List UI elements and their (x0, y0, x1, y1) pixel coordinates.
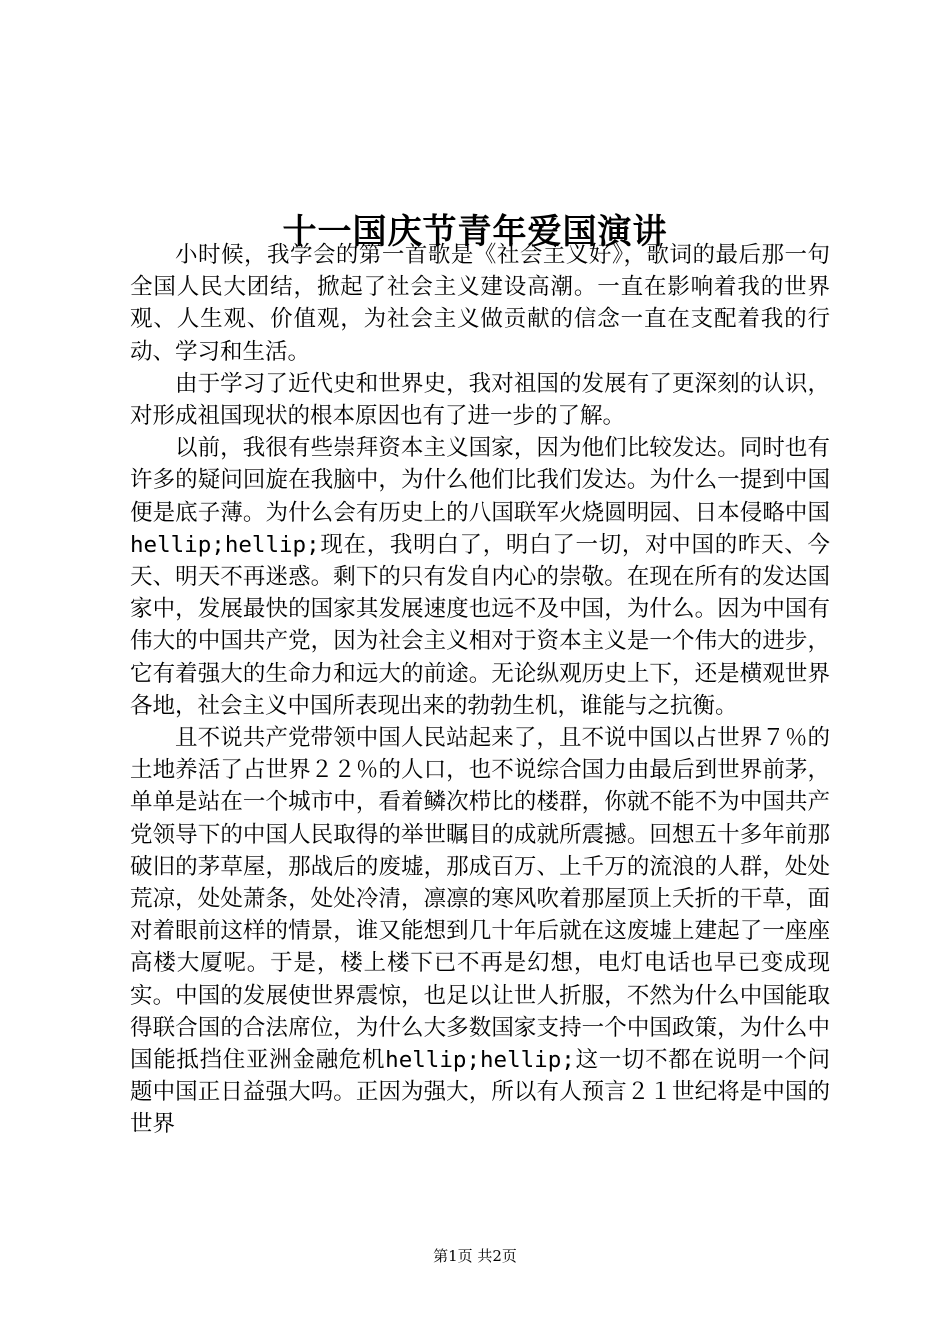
paragraph-2: 由于学习了近代史和世界史，我对祖国的发展有了更深刻的认识，对形成祖国现状的根本原因也有了进一步的了解。 (130, 370, 830, 430)
document-body (130, 239, 830, 1141)
page-footer: 第1页 共2页 (433, 1247, 517, 1265)
paragraph-4: 且不说共产党带领中国人民站起来了，且不说中国以占世界７％的土地养活了占世界２２％的人口，也不说综合国力由最后到世界前茅，单单是站在一个城市中，看着鳞次栉比的楼群，你就不能不为中国共产党领导下的中国人民取得的举世瞩目的成就所震撼。回想五十多年前那破旧的茅草屋，那战后的废墟，那成百万、上千万的流浪的人群，处处荒凉，处处萧条，处处冷清，凛凛的寒风吹着那屋顶上夭折的干草，面对着眼前这样的情景，谁又能想到几十年后就在这废墟上建起了一座座高楼大厦呢。于是，楼上楼下已不再是幻想，电灯电话也早已变成现实。中国的发展使世界震惊，也足以让世人折服，不然为什么中国能取得联合国的合法席位，为什么大多数国家支持一个中国政策，为什么中国能抵挡住亚洲金融危机hellip;hellip;这一切不都在说明一个问题中国正日益强大吗。正因为强大，所以有人预言２１世纪将是中国的世界 (130, 725, 830, 1138)
document-title: 十一国庆节青年爱国演讲 (282, 211, 668, 252)
paragraph-1: 小时候，我学会的第一首歌是《社会主义好》，歌词的最后那一句全国人民大团结，掀起了社会主义建设高潮。一直在影响着我的世界观、人生观、价值观，为社会主义做贡献的信念一直在支配着我的行动、学习和生活。 (130, 242, 830, 365)
paragraph-3: 以前，我很有些崇拜资本主义国家，因为他们比较发达。同时也有许多的疑问回旋在我脑中，为什么他们比我们发达。为什么一提到中国便是底子薄。为什么会有历史上的八国联军火烧圆明园、日本侵略中国hellip;hellip;现在，我明白了，明白了一切，对中国的昨天、今天、明天不再迷惑。剩下的只有发自内心的崇敬。在现在所有的发达国家中，发展最快的国家其发展速度也远不及中国，为什么。因为中国有伟大的中国共产党，因为社会主义相对于资本主义是一个伟大的进步，它有着强大的生命力和远大的前途。无论纵观历史上下，还是横观世界各地，社会主义中国所表现出来的勃勃生机，谁能与之抗衡。 (130, 435, 830, 719)
